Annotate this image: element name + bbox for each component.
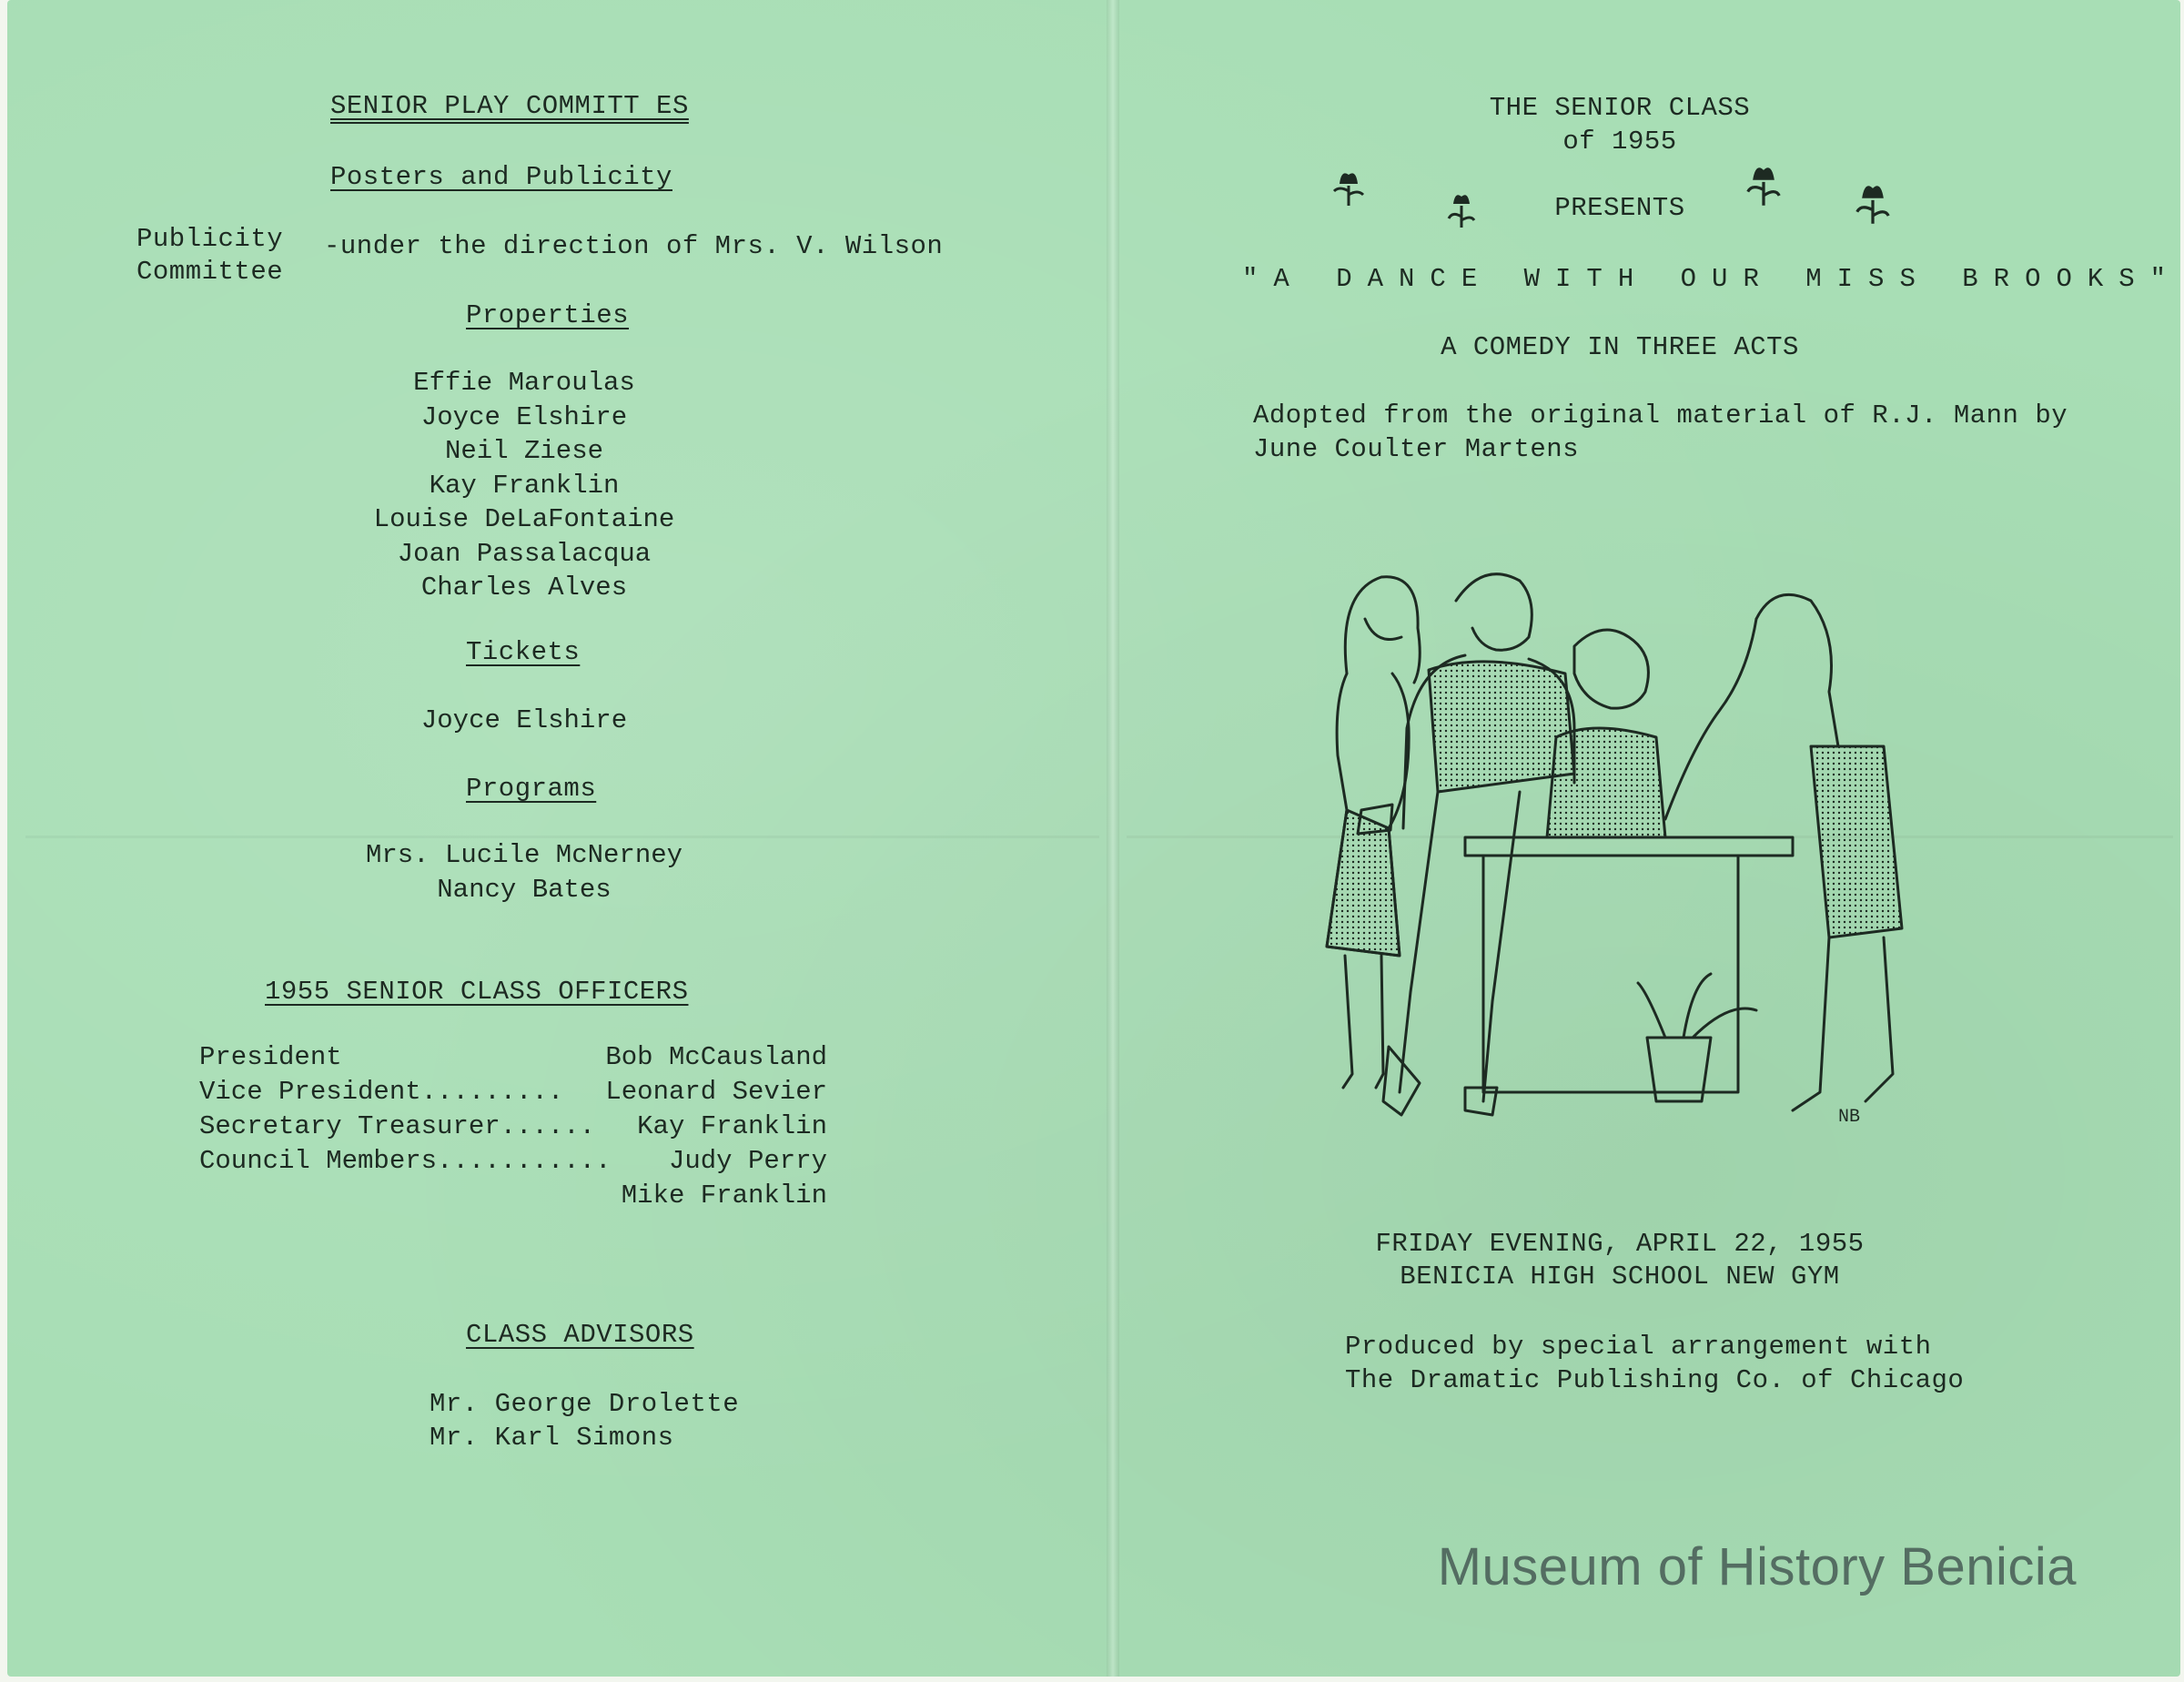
list-item: Joyce Elshire — [420, 705, 628, 735]
venue-line: BENICIA HIGH SCHOOL NEW GYM — [1400, 1262, 1840, 1292]
adapted-line-1: Adopted from the original material of R.J. Mann by — [1253, 400, 2068, 431]
publicity-label-line1: Publicity — [136, 224, 284, 254]
program-sheet — [7, 0, 2180, 1677]
properties-heading: Properties — [466, 300, 630, 330]
advisor-1: Mr. George Drolette — [430, 1389, 740, 1419]
programs-list — [15, 838, 1034, 907]
publicity-label-line2: Committee — [136, 257, 284, 287]
officers-table — [199, 1040, 827, 1213]
list-item: Louise DeLaFontaine — [373, 504, 675, 534]
list-item: Nancy Bates — [437, 874, 612, 905]
play-title: "A DANCE WITH OUR MISS BROOKS" — [1242, 264, 2182, 294]
presents-text: PRESENTS — [1554, 193, 1685, 223]
list-item: Effie Maroulas — [413, 368, 635, 398]
play-subtitle: A COMEDY IN THREE ACTS — [1441, 332, 1799, 362]
properties-list — [15, 366, 1034, 605]
programs-heading: Programs — [466, 774, 597, 804]
class-line-2: of 1955 — [1562, 127, 1677, 157]
officer-row: Mike Franklin — [621, 1180, 827, 1211]
officer-row: Vice President......... Leonard Sevier — [199, 1077, 827, 1107]
officers-heading: 1955 SENIOR CLASS OFFICERS — [265, 977, 689, 1007]
officer-row: President Bob McCausland — [199, 1042, 827, 1072]
advisor-2: Mr. Karl Simons — [430, 1423, 674, 1453]
list-item: Joan Passalacqua — [397, 538, 652, 569]
list-item: Mrs. Lucile McNerney — [365, 840, 683, 870]
center-fold — [1107, 0, 1119, 1677]
right-panel — [1119, 0, 2184, 1677]
list-item: Neil Ziese — [444, 436, 604, 466]
publicity-direction: -under the direction of Mrs. V. Wilson — [324, 231, 944, 261]
produced-line-2: The Dramatic Publishing Co. of Chicago — [1345, 1365, 1965, 1395]
produced-line-1: Produced by special arrangement with — [1345, 1332, 1932, 1362]
list-item: Charles Alves — [420, 572, 628, 603]
tickets-heading: Tickets — [466, 637, 581, 667]
cover-illustration — [1301, 564, 1920, 1133]
class-line-1: THE SENIOR CLASS — [1489, 93, 1751, 123]
adapted-line-2: June Coulter Martens — [1253, 434, 1580, 464]
posters-heading: Posters and Publicity — [330, 162, 672, 192]
advisors-heading: CLASS ADVISORS — [466, 1320, 694, 1350]
list-item: Joyce Elshire — [420, 401, 628, 432]
officer-row: Council Members........... Judy Perry — [199, 1146, 827, 1176]
illustration-initials: NB — [1838, 1107, 1861, 1128]
watermark: Museum of History Benicia — [1437, 1537, 2077, 1596]
list-item: Kay Franklin — [429, 470, 620, 501]
officer-row: Secretary Treasurer...... Kay Franklin — [199, 1111, 827, 1141]
tickets-list — [15, 704, 1034, 738]
committee-title: SENIOR PLAY COMMITT ES — [330, 91, 689, 121]
date-line: FRIDAY EVENING, APRIL 22, 1955 — [1375, 1229, 1865, 1259]
left-panel — [15, 0, 1107, 1677]
